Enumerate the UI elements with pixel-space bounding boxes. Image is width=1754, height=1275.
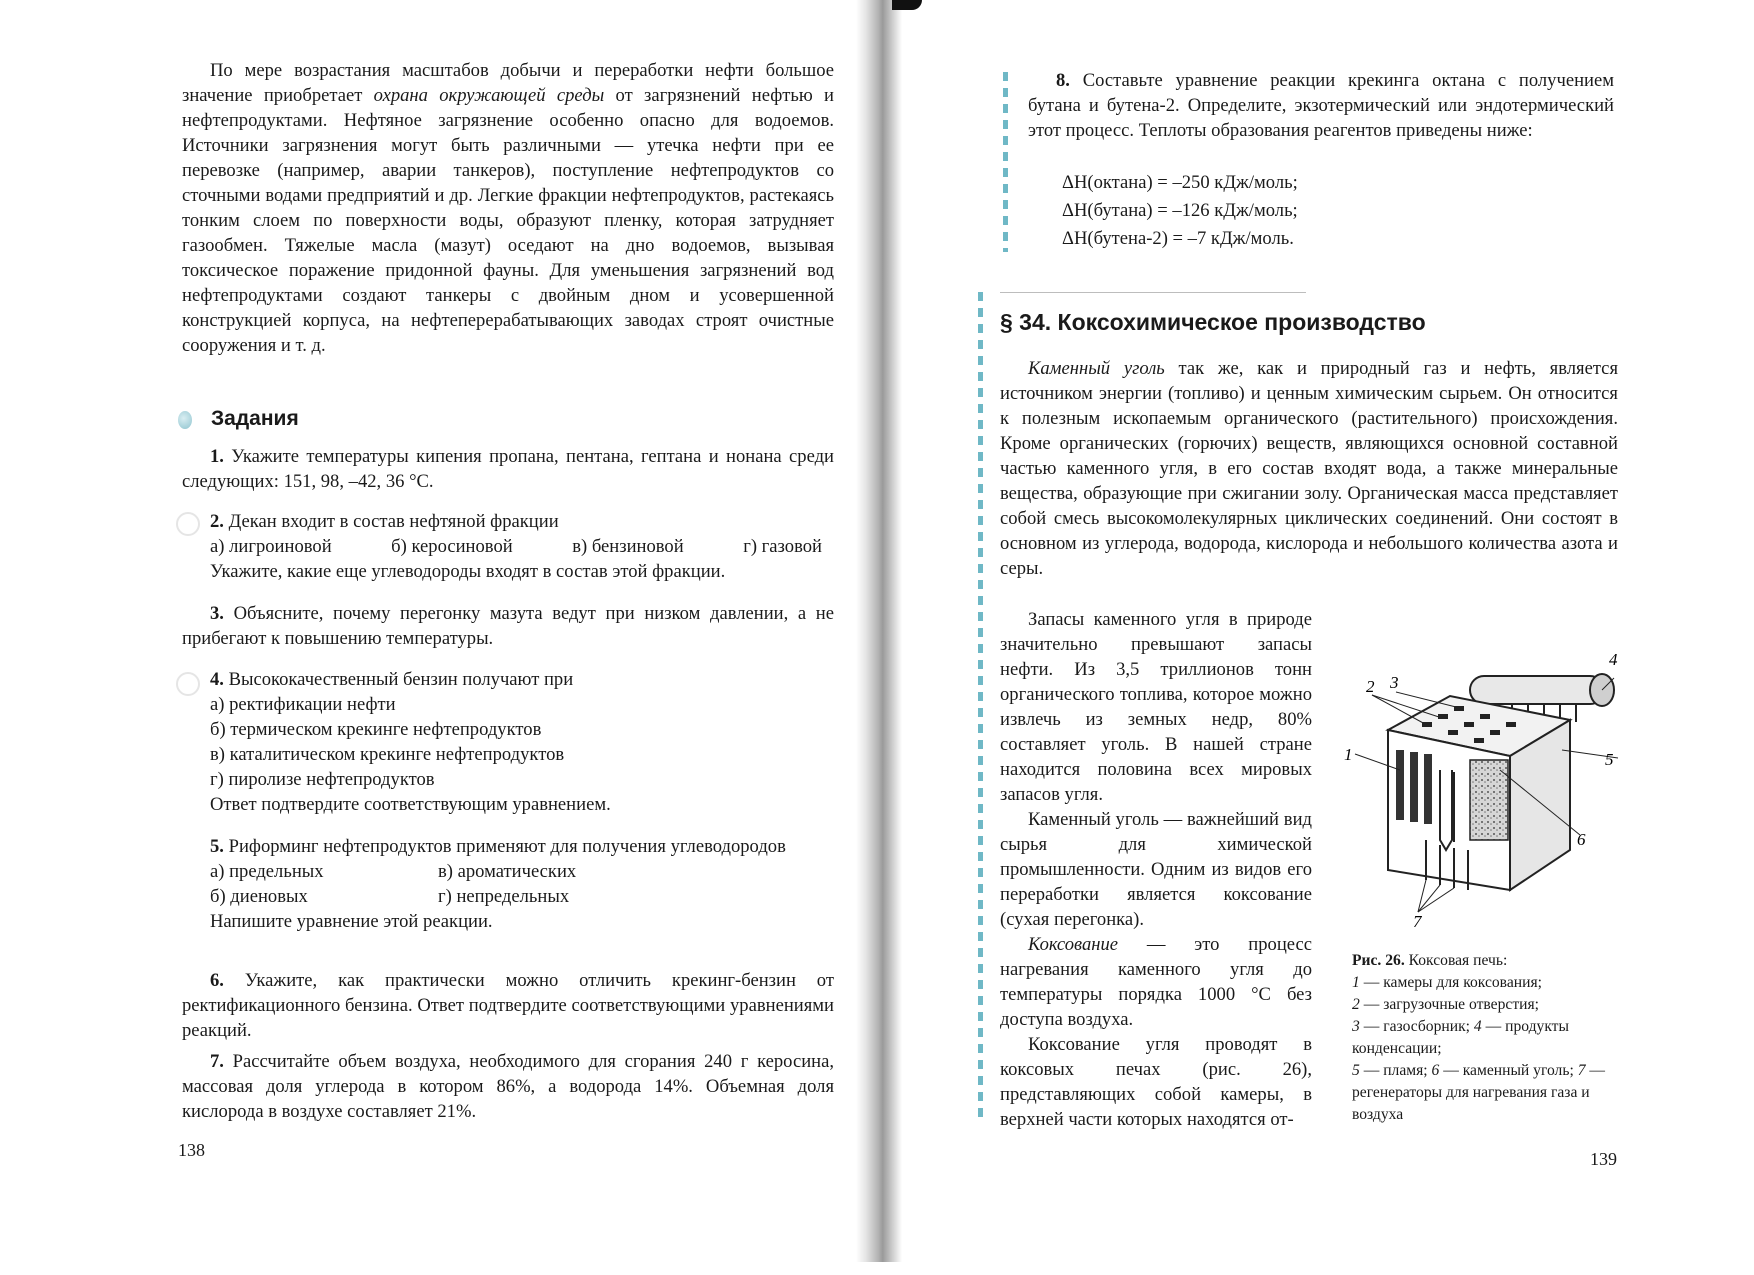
- book-gutter: [856, 0, 902, 1262]
- coal-paragraph-3: Каменный уголь — важнейший вид сырья для химической промышленности. Одним из видов его переработки является коксование (сухая перегонка).: [1000, 809, 1312, 930]
- option: а) предельных: [210, 861, 324, 882]
- task-8-margin-bar: [1003, 72, 1008, 252]
- task-8: 8. Составьте уравнение реакции крекинга октана с получением бутана и бутена-2. Определите, экзотермический или эндотермический этот процесс. Теплоты образования реагентов приведены ниже:: [1028, 70, 1614, 141]
- option: б) диеновых: [210, 886, 308, 907]
- option: а) ректификации нефти: [210, 694, 396, 715]
- figure-label: 6: [1577, 830, 1586, 849]
- task-6: 6. Укажите, как практически можно отличить крекинг-бензин от ректификационного бензина. Ответ подтвердите соответствующими уравнениями реакций.: [182, 970, 834, 1041]
- figure-label: 7: [1413, 912, 1422, 930]
- coking-paragraph: Коксование — это процесс нагревания каменного угля до температуры порядка 1000 °C без доступа воздуха.: [1000, 934, 1312, 1030]
- figure-label: 3: [1390, 673, 1399, 692]
- coal-paragraph-1: Каменный уголь так же, как и природный газ и нефть, является источником энергии (топливо) и ценным химическим сырьем. Он относится к полезным ископаемым органического (растительного) происхождения. Кроме органических (горючих) веществ, являющихся основной составной частью каменного угля, в его состав входят вода, а также минеральные вещества, образующие при сжигании золу. Органическая масса представляет собой смесь высокомолекулярных циклических соединений. Они состоят в основном из углерода, водорода, кислорода и небольшого количества азота и серы.: [1000, 358, 1618, 579]
- task-5: 5. Риформинг нефтепродуктов применяют для получения углеводородов а) предельных в) ароматических б) диеновых г) непредельных Напишите уравнение этой реакции.: [182, 834, 834, 934]
- option: в) бензиновой: [572, 536, 684, 557]
- coke-oven-figure: [1330, 640, 1620, 930]
- task-5-options: [182, 859, 834, 909]
- figure-label: 1: [1344, 745, 1353, 764]
- coal-paragraph-2: Запасы каменного угля в природе значительно превышают запасы нефти. Из 3,5 триллионов тонн органического топлива, которое можно извлечь из земных недр, 80% составляет уголь. В нашей стране находится половина всех мировых запасов угля.: [1000, 609, 1312, 805]
- option: в) каталитическом крекинге нефтепродуктов: [210, 744, 565, 765]
- figure-label: 4: [1609, 650, 1618, 669]
- task-2-options: [182, 534, 822, 559]
- option: а) лигроиновой: [210, 536, 332, 557]
- option: в) ароматических: [438, 861, 577, 882]
- task-3: 3. Объясните, почему перегонку мазута ведут при низком давлении, а не прибегают к повышению температуры.: [182, 603, 834, 649]
- formula-butene: ΔH(бутена-2) = –7 кДж/моль.: [1062, 228, 1294, 249]
- page-number-right: 139: [1590, 1149, 1617, 1169]
- page-number-left: 138: [178, 1140, 205, 1160]
- coking-paragraph-2: Коксование угля проводят в коксовых печах (рис. 26), представляющих собой камеры, в верхней части которых находятся от-: [1000, 1034, 1312, 1130]
- section-margin-bar: [978, 292, 983, 1122]
- figure-label: 5: [1605, 750, 1614, 769]
- formula-butane: ΔH(бутана) = –126 кДж/моль;: [1062, 200, 1298, 221]
- section-rule: [1000, 292, 1306, 293]
- option: г) пиролизе нефтепродуктов: [210, 769, 435, 790]
- formula-octane: ΔH(октана) = –250 кДж/моль;: [1062, 172, 1298, 193]
- tasks-marker-icon: [178, 411, 192, 429]
- task-1: 1. Укажите температуры кипения пропана, пентана, гептана и нонана среди следующих: 151, 98, –42, 36 °C.: [182, 446, 834, 492]
- intro-paragraph: По мере возрастания масштабов добычи и переработки нефти большое значение приобретает охрана окружающей среды от загрязнений нефтью и нефтепродуктами. Нефтяное загрязнение особенно опасно для водоемов. Источники загрязнения могут быть различными — утечка нефти при ее перевозке (например, аварии танкеров), поступление нефтепродуктов со сточными водами предприятий и др. Легкие фракции нефтепродуктов, растекаясь тонким слоем по поверхности воды, образуют пленку, которая затрудняет газообмен. Тяжелые масла (мазут) оседают на дно водоемов, вызывая токсическое поражение придонной фауны. Для уменьшения загрязнений вод нефтепродуктами создают танкеры с двойным дном и усовершенной конструкцией корпуса, на нефтеперерабатывающих заводах строят очистные сооружения и т. д.: [182, 60, 834, 356]
- option: г) непредельных: [438, 886, 570, 907]
- option: б) термическом крекинге нефтепродуктов: [210, 719, 542, 740]
- task-2: 2. Декан входит в состав нефтяной фракции а) лигроиновой б) керосиновой в) бензиновой г) газовой Укажите, какие еще углеводороды входят в состав этой фракции.: [182, 509, 822, 584]
- task-7: 7. Рассчитайте объем воздуха, необходимого для сгорания 240 г керосина, массовая доля углерода в котором 86%, а водорода 14%. Объемная доля кислорода в воздухе составляет 21%.: [182, 1051, 834, 1122]
- book-binding-mark: [892, 0, 922, 10]
- figure-label: 2: [1366, 677, 1375, 696]
- option: г) газовой: [743, 536, 822, 557]
- figure-caption: Рис. 26. Коксовая печь: 1 — камеры для коксования; 2 — загрузочные отверстия; 3 — газосборник; 4 — продукты конденсации; 5 — пламя; 6 — каменный уголь; 7 — регенераторы для нагревания газа и воздуха: [1352, 952, 1605, 1123]
- option: б) керосиновой: [391, 536, 513, 557]
- section-title: § 34. Коксохимическое производство: [1000, 309, 1426, 335]
- task-4: 4. Высококачественный бензин получают при а) ректификации нефти б) термическом крекинге нефтепродуктов в) каталитическом крекинге нефтепродуктов г) пиролизе нефтепродуктов Ответ подтвердите соответствующим уравнением.: [182, 667, 834, 817]
- tasks-heading: Задания: [211, 407, 299, 430]
